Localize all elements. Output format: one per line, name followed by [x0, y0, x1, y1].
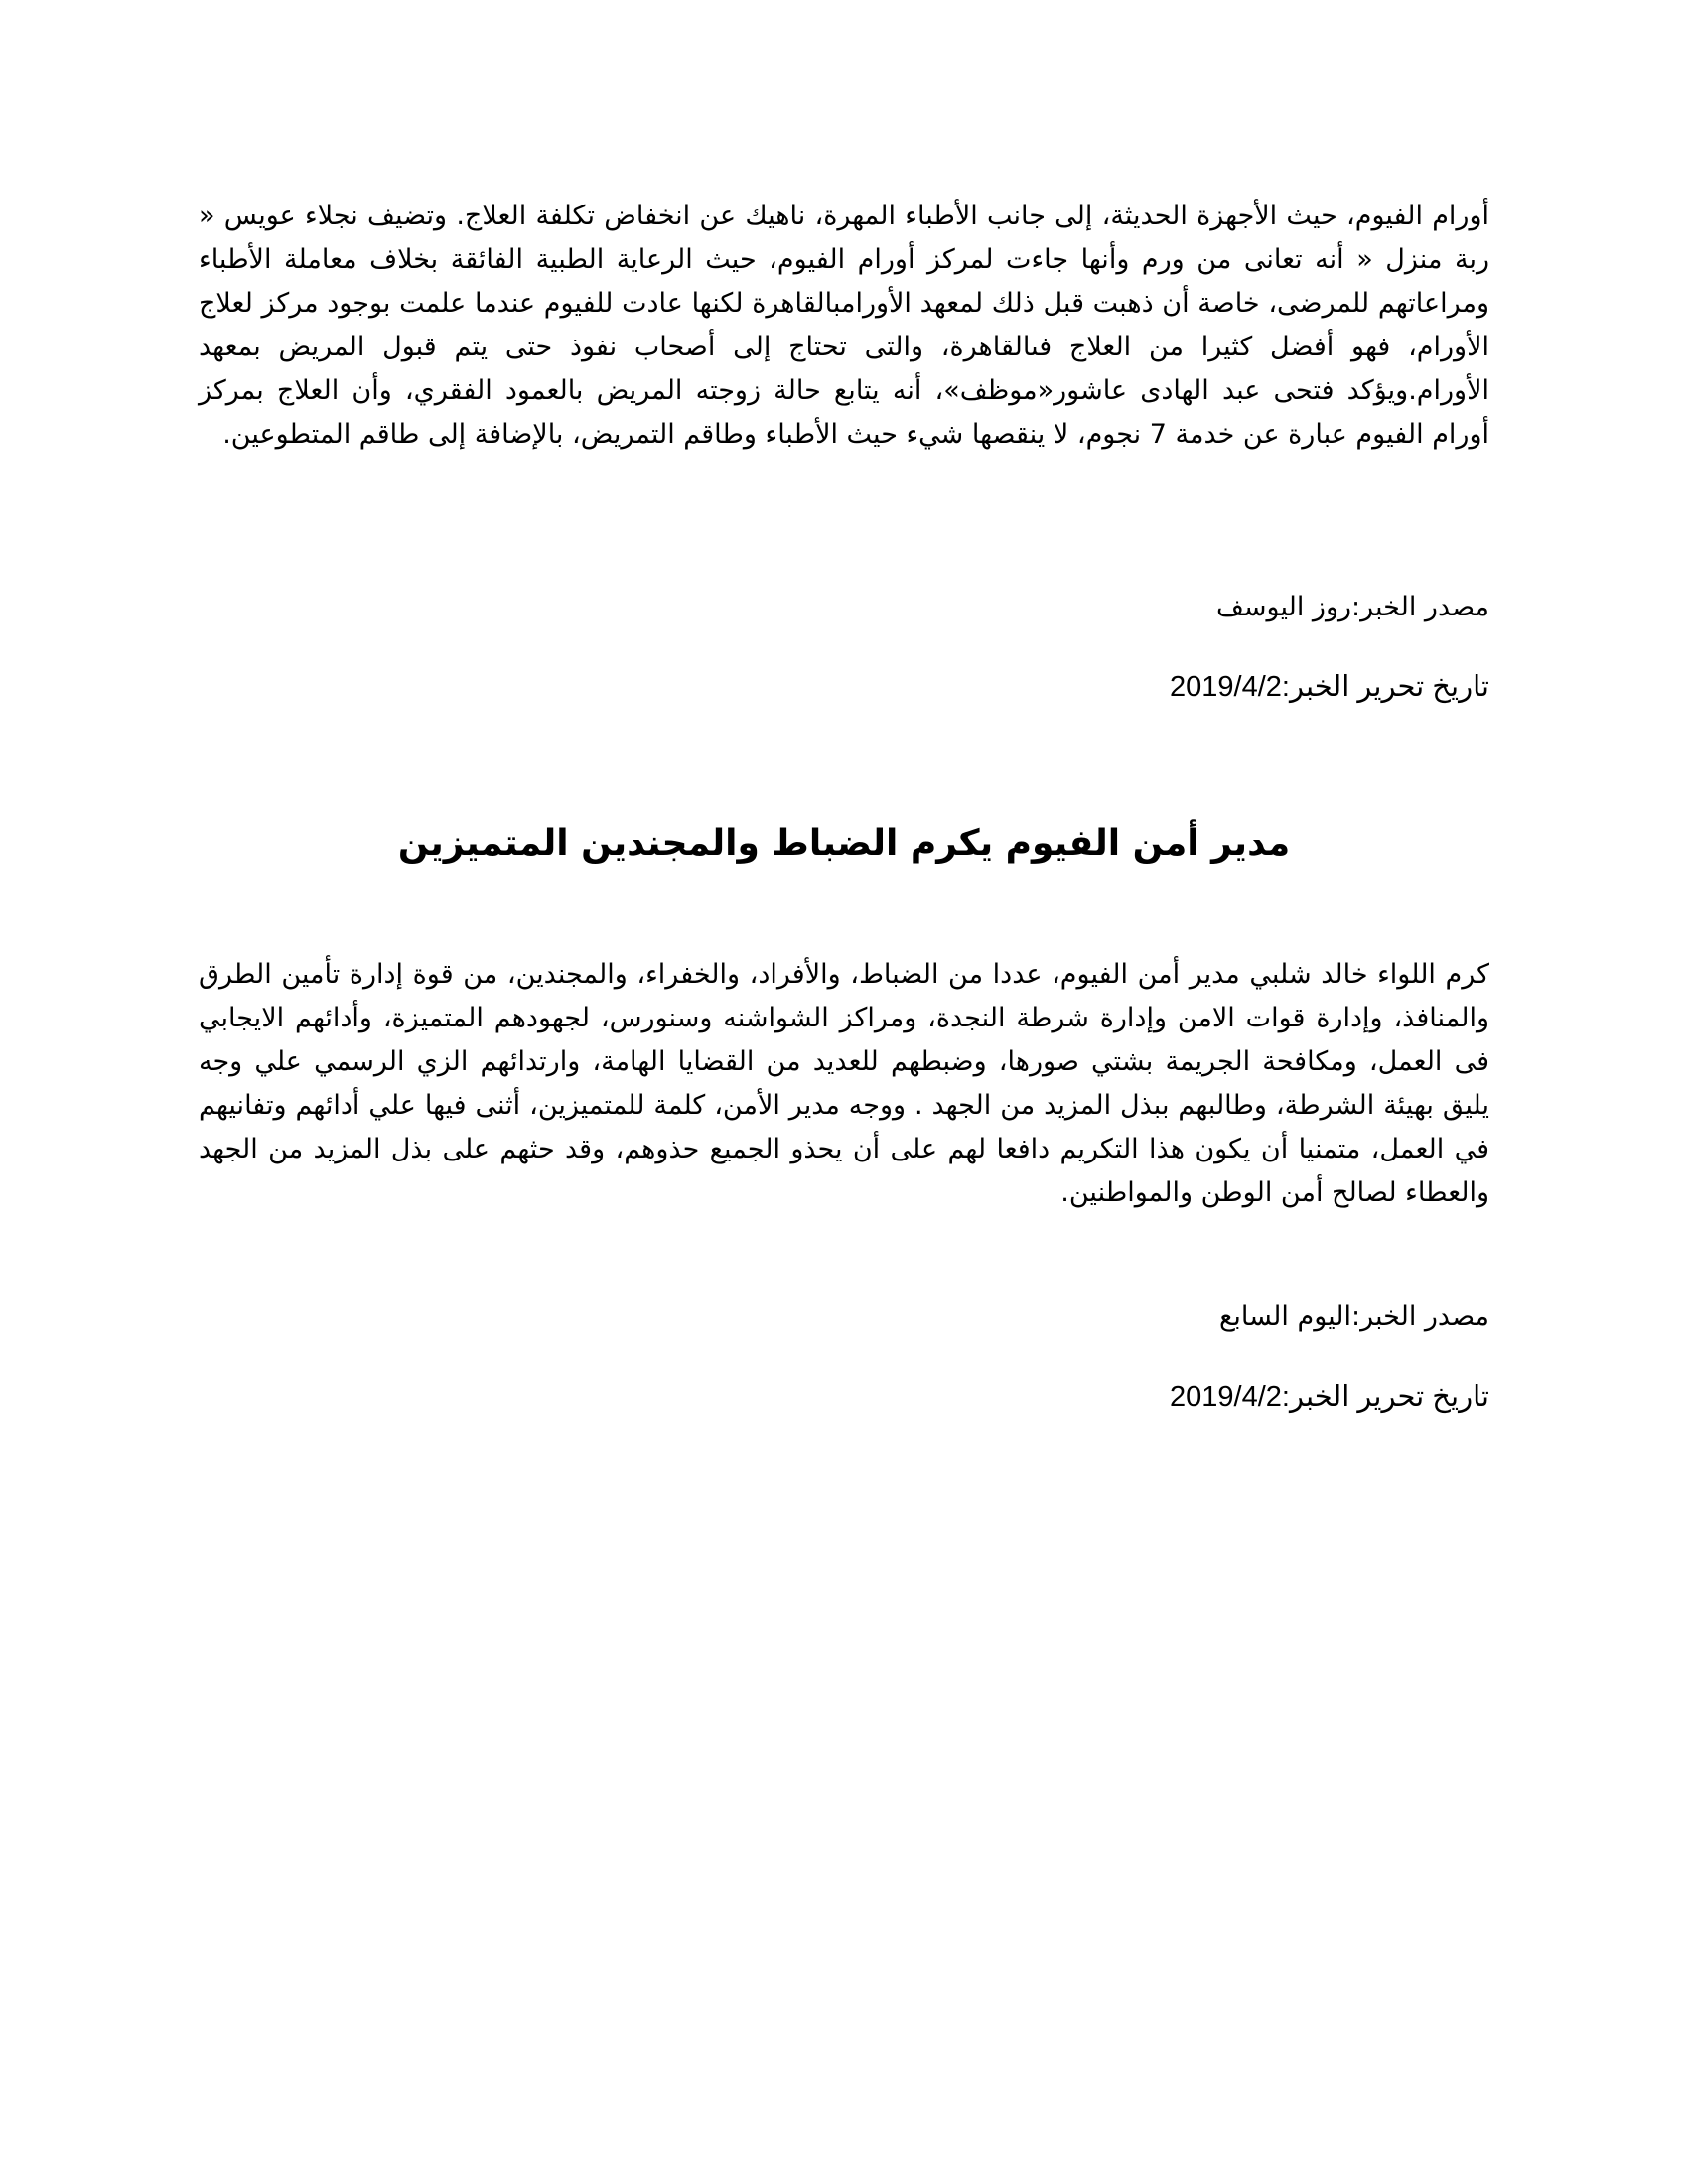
article-2-paragraph: كرم اللواء خالد شلبي مدير أمن الفيوم، عددا من الضباط، والأفراد، والخفراء، والمجندين، من قوة إدارة تأمين الطرق والمنافذ، وإدارة قوات الامن وإدارة شرطة النجدة، ومراكز الشواشنه وسنورس، لجهودهم المتميزة، وأدائهم الايجابي فى العمل، ومكافحة الجريمة بشتي صورها، وضبطهم للعديد من القضايا الهامة، وارتدائهم الزي الرسمي علي وجه يليق بهيئة الشرطة، وطالبهم ببذل المزيد من الجهد . ووجه مدير الأمن، كلمة للمتميزين، أثنى فيها علي أدائهم وتفانيهم في العمل، متمنيا أن يكون هذا التكريم دافعا لهم على أن يحذو الجميع حذوهم، وقد حثهم على بذل المزيد من الجهد والعطاء لصالح أمن الوطن والمواطنين. — [199, 959, 1489, 1208]
article-2-date-row — [199, 1375, 1489, 1419]
article-1-source: مصدر الخبر:روز اليوسف — [1215, 592, 1489, 622]
article-1-date: تاريخ تحرير الخبر:2019/4/2 — [1170, 671, 1489, 703]
article-2-date: تاريخ تحرير الخبر:2019/4/2 — [1170, 1381, 1489, 1413]
article-1 — [199, 195, 1489, 457]
article-2-source: مصدر الخبر:اليوم السابع — [1218, 1301, 1489, 1332]
article-2 — [199, 953, 1489, 1215]
article-1-paragraph: أورام الفيوم، حيث الأجهزة الحديثة، إلى جانب الأطباء المهرة، ناهيك عن انخفاض تكلفة العلاج. وتضيف نجلاء عويس « ربة منزل « أنه تعانى من ورم وأنها جاءت لمركز أورام الفيوم، حيث الرعاية الطبية الفائقة بخلاف معاملة الأطباء ومراعاتهم للمرضى، خاصة أن ذهبت قبل ذلك لمعهد الأورامبالقاهرة لكنها عادت للفيوم عندما علمت بوجود مركز لعلاج الأورام، فهو أفضل كثيرا من العلاج فىالقاهرة، والتى تحتاج إلى أصحاب نفوذ حتى يتم قبول المريض بمعهد الأورام.ويؤكد فتحى عبد الهادى عاشور«موظف»، أنه يتابع حالة زوجته المريض بالعمود الفقري، وأن العلاج بمركز أورام الفيوم عبارة عن خدمة 7 نجوم، لا ينقصها شيء حيث الأطباء وطاقم التمريض، بالإضافة إلى طاقم المتطوعين. — [199, 201, 1489, 450]
article-1-meta — [199, 586, 1489, 629]
article-2-meta — [199, 1296, 1489, 1339]
article-1-date-row — [199, 665, 1489, 709]
article-2-headline: مدير أمن الفيوم يكرم الضباط والمجندين المتميزين — [397, 823, 1291, 864]
article-2-header — [199, 819, 1489, 869]
